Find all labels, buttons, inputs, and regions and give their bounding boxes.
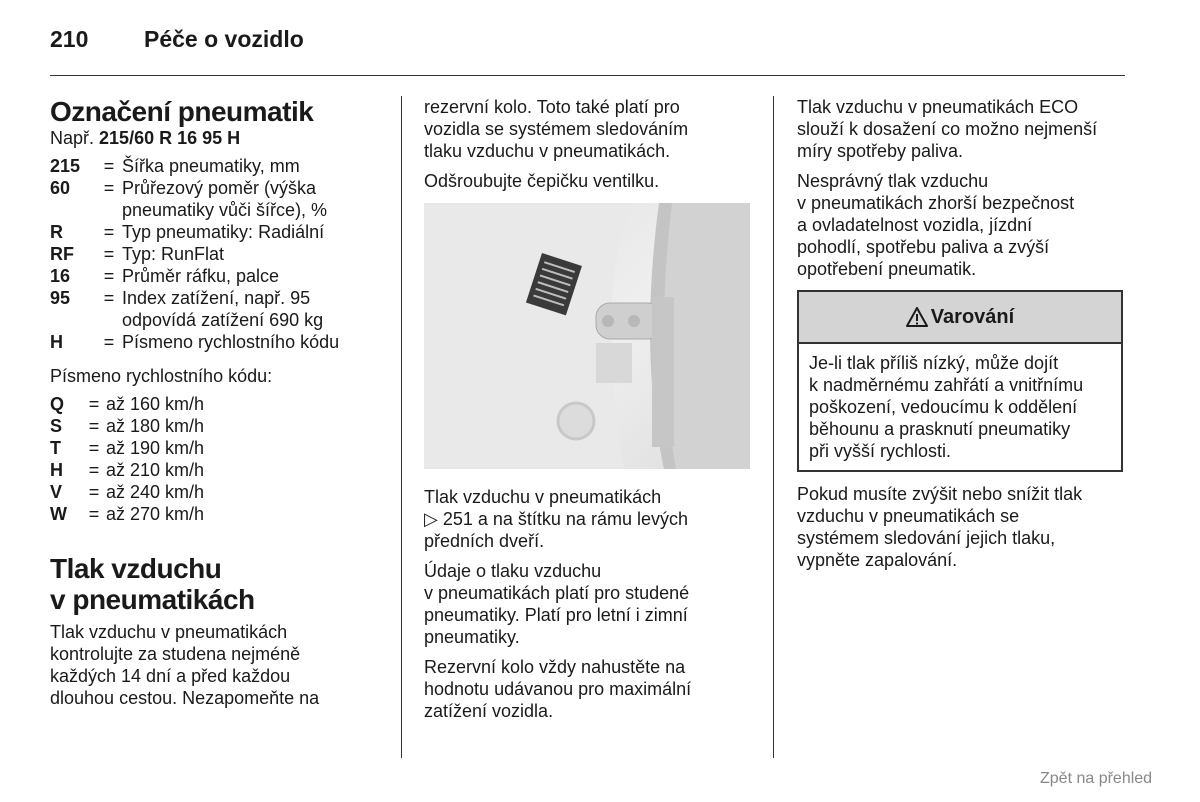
text-line: předních dveří.: [424, 531, 545, 551]
def-eq: =: [103, 178, 115, 198]
speed-value: až 240 km/h: [106, 482, 205, 502]
text-line: poškození, vedoucímu k oddělení: [809, 397, 1078, 417]
speed-key: W: [50, 504, 67, 524]
def-key: 215: [50, 156, 81, 176]
def-key: RF: [50, 244, 74, 264]
speed-key: H: [50, 460, 63, 480]
def-key: 95: [50, 288, 71, 308]
text-line: Nesprávný tlak vzduchu: [797, 171, 989, 191]
def-eq: =: [103, 266, 115, 286]
text-line: Tlak vzduchu v pneumatikách: [424, 487, 662, 507]
def-row: [50, 221, 339, 243]
speed-key: Q: [50, 394, 65, 414]
def-text: Průměr ráfku, palce: [122, 266, 280, 286]
warning-header: [799, 292, 1121, 344]
def-key: 16: [50, 266, 71, 286]
speed-value: až 190 km/h: [106, 438, 205, 458]
example-prefix: Např.: [50, 128, 100, 148]
def-row: [50, 265, 339, 287]
text-line: vzduchu v pneumatikách se: [797, 506, 1020, 526]
speed-key: T: [50, 438, 61, 458]
text-line: opotřebení pneumatik.: [797, 259, 977, 279]
def-eq: =: [103, 156, 115, 176]
column-3-lower: [797, 483, 1127, 579]
text-line: tlaku vzduchu v pneumatikách.: [424, 141, 671, 161]
tire-code-definitions: [50, 155, 339, 353]
speed-value: až 180 km/h: [106, 416, 205, 436]
page-number: 210: [50, 26, 89, 52]
text-line: hodnotu udávanou pro maximální: [424, 679, 692, 699]
text-line: slouží k dosažení co možno nejmenší: [797, 119, 1098, 139]
title-line: Tlak vzduchu: [50, 553, 222, 584]
speed-key: V: [50, 482, 63, 502]
back-to-overview-link[interactable]: Zpět na přehled: [1040, 770, 1153, 787]
text-line: zatížení vozidla.: [424, 701, 554, 721]
def-key: H: [50, 332, 63, 352]
page-header: [50, 26, 304, 53]
text-line: kontrolujte za studena nejméně: [50, 644, 301, 664]
speed-eq: =: [88, 394, 100, 414]
header-rule: [50, 75, 1125, 76]
def-text: Šířka pneumatiky, mm: [122, 156, 300, 176]
text-line: při vyšší rychlosti.: [809, 441, 952, 461]
speed-value: až 210 km/h: [106, 460, 205, 480]
text-line: Tlak vzduchu v pneumatikách ECO: [797, 97, 1079, 117]
def-text: pneumatiky vůči šířce), %: [122, 200, 328, 220]
def-text: Index zatížení, např. 95: [122, 288, 311, 308]
column-divider-2: [773, 96, 774, 758]
pressure-intro-paragraph: [50, 621, 390, 709]
cold-tire-paragraph: [424, 560, 760, 648]
warning-triangle-icon: [906, 307, 928, 327]
speed-code-table: [50, 393, 204, 525]
section-title-tire-marking: Označení pneumatik: [50, 96, 314, 127]
def-text: Typ pneumatiky: Radiální: [122, 222, 325, 242]
speed-value: až 270 km/h: [106, 504, 205, 524]
speed-code-intro: Písmeno rychlostního kódu:: [50, 366, 273, 386]
tire-example: [50, 127, 390, 149]
def-eq: =: [103, 288, 115, 308]
text-line: pohodlí, spotřebu paliva a zvýší: [797, 237, 1050, 257]
def-key: 60: [50, 178, 71, 198]
speed-row: [50, 503, 204, 525]
text-line: Rezervní kolo vždy nahustěte na: [424, 657, 686, 677]
def-eq: =: [103, 244, 115, 264]
title-line: v pneumatikách: [50, 584, 255, 615]
speed-eq: =: [88, 504, 100, 524]
text-line: vozidla se systémem sledováním: [424, 119, 689, 139]
text-line: vypněte zapalování.: [797, 550, 958, 570]
def-text: Typ: RunFlat: [122, 244, 225, 264]
column-3: [797, 96, 1127, 288]
text-line: Je-li tlak příliš nízký, může dojít: [809, 353, 1059, 373]
text-line: v pneumatikách platí pro studené: [424, 583, 690, 603]
speed-row: [50, 481, 204, 503]
text-line: míry spotřeby paliva.: [797, 141, 964, 161]
text-line: každých 14 dní a před každou: [50, 666, 291, 686]
speed-value: až 160 km/h: [106, 394, 205, 414]
pressure-reference-paragraph: [424, 486, 760, 552]
def-row: [50, 331, 339, 353]
text-line: běhounu a prasknutí pneumatiky: [809, 419, 1071, 439]
text-line: systémem sledování jejich tlaku,: [797, 528, 1056, 548]
text-line: dlouhou cestou. Nezapomeňte na: [50, 688, 320, 708]
section-title-tire-pressure: [50, 553, 390, 615]
warning-body: [799, 344, 1121, 470]
column-1: [50, 96, 390, 717]
eco-pressure-paragraph: [797, 96, 1127, 162]
door-frame-label-photo: [424, 203, 750, 469]
text-line: k nadměrnému zahřátí a vnitřnímu: [809, 375, 1084, 395]
adjust-pressure-paragraph: [797, 483, 1127, 571]
warning-title: Varování: [930, 305, 1015, 328]
speed-row: [50, 393, 204, 415]
def-key: R: [50, 222, 63, 242]
spare-inflation-paragraph: [424, 656, 760, 722]
text-line: Pokud musíte zvýšit nebo snížit tlak: [797, 484, 1083, 504]
def-eq: =: [103, 222, 115, 242]
def-row: [50, 155, 339, 177]
speed-row: [50, 459, 204, 481]
text-line: pneumatiky.: [424, 627, 520, 647]
def-row: [50, 177, 339, 199]
column-divider-1: [401, 96, 402, 758]
speed-eq: =: [88, 438, 100, 458]
speed-key: S: [50, 416, 63, 436]
text-line: v pneumatikách zhorší bezpečnost: [797, 193, 1075, 213]
incorrect-pressure-paragraph: [797, 170, 1127, 280]
speed-row: [50, 437, 204, 459]
speed-row: [50, 415, 204, 437]
def-eq: =: [103, 332, 115, 352]
def-row-continued: [50, 309, 339, 331]
text-line: Údaje o tlaku vzduchu: [424, 561, 602, 581]
reference-link[interactable]: 251 a na štítku na rámu levých: [442, 509, 688, 529]
def-row: [50, 243, 339, 265]
example-value: 215/60 R 16 95 H: [99, 128, 241, 148]
door-frame-illustration: [424, 203, 750, 469]
def-text: Průřezový poměr (výška: [122, 178, 317, 198]
page-title: Péče o vozidlo: [144, 26, 304, 52]
reference-arrow-icon: ▷: [424, 509, 443, 529]
warning-box: [797, 290, 1123, 472]
speed-eq: =: [88, 416, 100, 436]
column-2-lower: [424, 486, 760, 730]
speed-eq: =: [88, 460, 100, 480]
text-line: rezervní kolo. Toto také platí pro: [424, 97, 680, 117]
column-2: [424, 96, 760, 200]
text-line: pneumatiky. Platí pro letní i zimní: [424, 605, 688, 625]
text-line: a ovladatelnost vozidla, jízdní: [797, 215, 1033, 235]
text-line: Tlak vzduchu v pneumatikách: [50, 622, 288, 642]
def-text: Písmeno rychlostního kódu: [122, 332, 340, 352]
def-row-continued: [50, 199, 339, 221]
spare-wheel-paragraph: [424, 96, 760, 162]
def-row: [50, 287, 339, 309]
valve-cap-paragraph: Odšroubujte čepičku ventilku.: [424, 171, 660, 191]
def-text: odpovídá zatížení 690 kg: [122, 310, 324, 330]
speed-eq: =: [88, 482, 100, 502]
